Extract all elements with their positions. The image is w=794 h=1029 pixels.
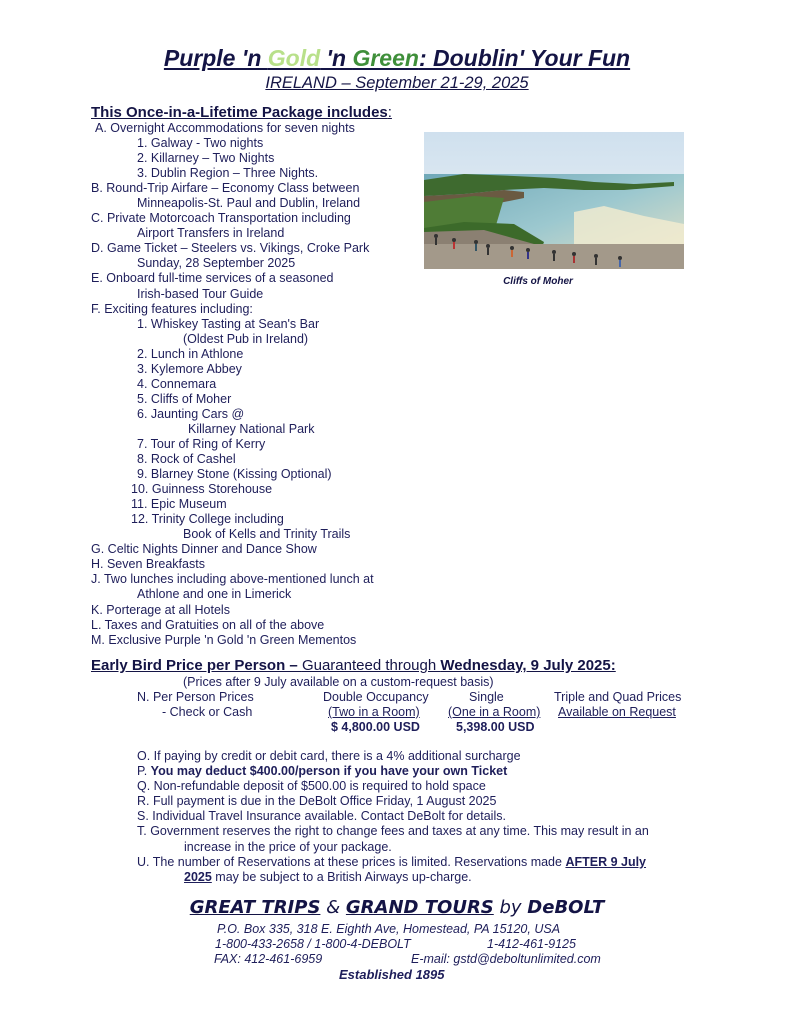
page-title: [0, 45, 794, 72]
list-item: Athlone and one in Limerick: [137, 587, 292, 602]
list-item: 3. Kylemore Abbey: [137, 361, 242, 376]
list-item: 2. Lunch in Athlone: [137, 346, 244, 361]
package-list: [91, 121, 374, 648]
title-part1: Purple 'n: [163, 45, 268, 71]
list-item: 5. Cliffs of Moher: [137, 391, 232, 406]
company-phone-local: 1-412-461-9125: [487, 937, 576, 951]
company-email: E-mail: gstd@deboltunlimited.com: [411, 952, 601, 966]
list-item: 1. Whiskey Tasting at Sean's Bar: [137, 316, 320, 331]
double-occupancy-price: $ 4,800.00 USD: [331, 720, 420, 734]
list-item: Q. Non-refundable deposit of $500.00 is required to hold space: [137, 779, 486, 794]
list-item: D. Game Ticket – Steelers vs. Vikings, Croke Park: [91, 241, 370, 256]
package-heading: This Once-in-a-Lifetime Package includes:: [91, 104, 392, 121]
single-sub: (One in a Room): [448, 705, 541, 719]
list-item: C. Private Motorcoach Transportation including: [91, 211, 351, 226]
list-item: 12. Trinity College including: [131, 512, 284, 527]
list-item: P. You may deduct $400.00/person if you have your own Ticket: [137, 764, 508, 779]
double-occupancy-sub: (Two in a Room): [328, 705, 420, 719]
title-part2: 'n: [320, 45, 353, 71]
list-item: M. Exclusive Purple 'n Gold 'n Green Mementos: [91, 632, 357, 647]
company-name: GREAT TRIPS & GRAND TOURS by DeBOLT: [189, 897, 605, 918]
single-price: 5,398.00 USD: [456, 720, 535, 734]
list-item: T. Government reserves the right to change fees and taxes at any time. This may result in an: [137, 824, 649, 839]
page-subtitle: IRELAND – September 21-29, 2025: [265, 74, 529, 92]
pricing-label-1: N. Per Person Prices: [137, 690, 254, 704]
triple-quad-sub: Available on Request: [558, 705, 676, 719]
list-item: 6. Jaunting Cars @: [137, 406, 245, 421]
list-item: Killarney National Park: [188, 421, 315, 436]
list-item: O. If paying by credit or debit card, there is a 4% additional surcharge: [137, 749, 521, 763]
list-item: G. Celtic Nights Dinner and Dance Show: [91, 542, 317, 557]
cliffs-photo-svg: [424, 132, 684, 269]
list-item: J. Two lunches including above-mentioned lunch at: [91, 572, 374, 587]
list-item: S. Individual Travel Insurance available. Contact DeBolt for details.: [137, 809, 506, 824]
list-item: 1. Galway - Two nights: [137, 136, 264, 151]
terms-list: [137, 749, 649, 885]
list-item: increase in the price of your package.: [184, 839, 392, 854]
list-item: K. Porterage at all Hotels: [91, 602, 230, 617]
list-item: 4. Connemara: [137, 376, 217, 391]
list-item: B. Round-Trip Airfare – Economy Class between: [91, 181, 360, 196]
title-gold: Gold: [267, 45, 321, 71]
list-item: H. Seven Breakfasts: [91, 557, 205, 572]
single-head: Single: [469, 690, 504, 704]
photo-caption: Cliffs of Moher: [503, 276, 573, 287]
company-phone-toll-free: 1-800-433-2658 / 1-800-4-DEBOLT: [215, 937, 411, 951]
list-item: Sunday, 28 September 2025: [137, 256, 296, 271]
list-item: (Oldest Pub in Ireland): [183, 331, 309, 346]
list-item: Minneapolis-St. Paul and Dublin, Ireland: [137, 196, 361, 211]
list-item: 9. Blarney Stone (Kissing Optional): [137, 467, 332, 482]
list-item: 7. Tour of Ring of Kerry: [137, 436, 266, 451]
company-established: Established 1895: [339, 967, 445, 982]
title-part3: : Doublin' Your Fun: [418, 45, 631, 71]
double-occupancy-head: Double Occupancy: [323, 690, 429, 704]
list-item: Book of Kells and Trinity Trails: [183, 527, 351, 542]
company-address: P.O. Box 335, 318 E. Eighth Ave, Homestead, PA 15120, USA: [217, 922, 561, 936]
triple-quad-head: Triple and Quad Prices: [554, 690, 682, 704]
list-item: Irish-based Tour Guide: [137, 286, 264, 301]
list-item: F. Exciting features including:: [91, 301, 253, 316]
list-item: 10. Guinness Storehouse: [131, 482, 273, 497]
cliffs-of-moher-photo: [424, 132, 684, 269]
list-item: L. Taxes and Gratuities on all of the above: [91, 617, 325, 632]
list-item: 2025 may be subject to a British Airways up-charge.: [184, 869, 472, 884]
list-item: 3. Dublin Region – Three Nights.: [137, 166, 319, 181]
list-item: 8. Rock of Cashel: [137, 452, 236, 467]
list-item: U. The number of Reservations at these prices is limited. Reservations made AFTER 9 July: [137, 854, 647, 869]
list-item: Airport Transfers in Ireland: [137, 226, 285, 241]
list-item: 11. Epic Museum: [131, 497, 227, 512]
pricing-note: (Prices after 9 July available on a custom-request basis): [183, 675, 494, 689]
list-item: R. Full payment is due in the DeBolt Office Friday, 1 August 2025: [137, 794, 497, 809]
pricing-heading: Early Bird Price per Person – Guaranteed through Wednesday, 9 July 2025:: [91, 657, 616, 674]
title-green: Green: [352, 45, 419, 71]
list-item: A. Overnight Accommodations for seven nights: [95, 121, 355, 135]
list-item: 2. Killarney – Two Nights: [137, 151, 275, 166]
list-item: E. Onboard full-time services of a seasoned: [91, 271, 334, 286]
pricing-label-2: - Check or Cash: [162, 705, 253, 719]
company-fax: FAX: 412-461-6959: [214, 952, 323, 966]
